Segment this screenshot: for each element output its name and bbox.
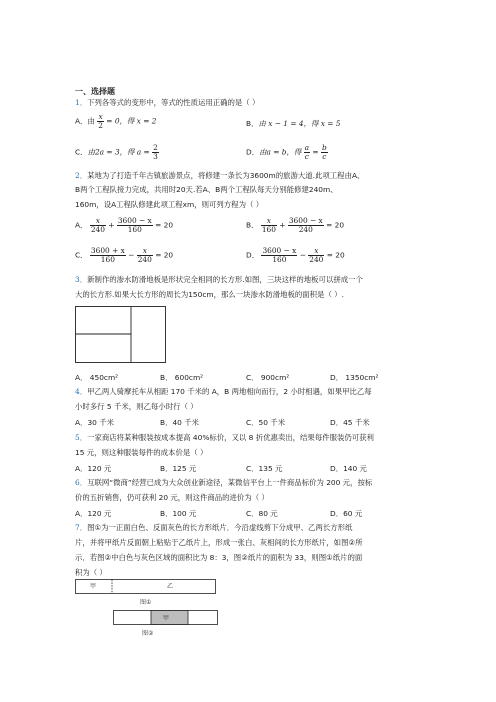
question-4-line-2: 小时多行 5 千米，则乙每小时行（ ）	[75, 402, 198, 411]
operator: +	[279, 220, 286, 230]
big-rectangle	[76, 307, 166, 363]
q6-option-d[interactable]: D．60 元	[330, 509, 363, 518]
question-3-number: 3．	[75, 275, 88, 284]
question-2-line-1	[75, 171, 364, 181]
paper-outline	[76, 580, 216, 594]
option-key: A．	[75, 116, 88, 126]
question-5-line-2: 15 元，则这种服装每件的成本价是（ ）	[75, 448, 208, 457]
q4-option-c[interactable]: C．50 千米	[246, 418, 286, 427]
question-text: 某地为了打造千年古镇旅游景点，将修建一条长为3600m的旅游大道.此项工程由A、	[87, 171, 365, 180]
question-text: 一家商店将某种服装按成本提高 40%标价，又以 8 折优惠卖出，结果每件服装仍可获利	[87, 433, 374, 442]
figure-1-yi-label: 乙	[167, 583, 174, 590]
question-1-stem	[75, 98, 259, 108]
q1-option-b[interactable]	[246, 118, 340, 129]
question-1-number: 1．	[75, 98, 88, 107]
question-3-line-1	[75, 275, 363, 285]
figure-2-jia-label: 甲	[163, 615, 170, 622]
fraction: $\frac{x}{160}$	[261, 216, 276, 234]
q3-option-b[interactable]: B． 600cm²	[160, 373, 204, 382]
question-3-line-2: 大的长方形.如果大长方形的周长为150cm，那么一块渗水防滑地板的面积是（ ）.	[75, 290, 344, 299]
question-6-number: 6．	[75, 478, 88, 487]
q3-option-d[interactable]: D． 1350cm²	[330, 373, 379, 382]
q6-option-c[interactable]: C．80 元	[246, 509, 278, 518]
fraction: $\frac{x}{240}$	[137, 246, 152, 264]
option-key: B．	[246, 220, 259, 230]
option-key: C．	[75, 250, 88, 260]
fraction: $\frac{3600 - x}{240}$	[288, 216, 323, 234]
question-7-line-2: 片，并将甲纸片反面朝上粘贴于乙纸片上，形成一张白、灰相间的长方形纸片，如图②所	[75, 538, 363, 547]
option-text: a =	[136, 147, 150, 157]
fraction: $\frac{x}{2}$	[98, 112, 103, 130]
q6-option-b[interactable]: B．100 元	[160, 509, 197, 518]
question-5-number: 5．	[75, 433, 88, 442]
question-text: 甲乙两人骑摩托车从相距 170 千米的 A，B 两地相向而行，2 小时相遇，如果甲比乙每	[87, 387, 372, 396]
fraction: $\frac{b}{c}$	[321, 143, 327, 161]
option-text: = 20	[155, 220, 174, 230]
question-text: 互联网“微商”经营已成为大众创业新途径，某微信平台上一件商品标价为 200 元，按标	[87, 478, 373, 487]
q4-option-b[interactable]: B．40 千米	[160, 418, 199, 427]
q6-option-a[interactable]: A．120 元	[75, 509, 112, 518]
fraction: $\frac{3600 + x}{160}$	[90, 246, 125, 264]
q2-option-a[interactable]	[75, 217, 173, 234]
option-text: = 20	[155, 250, 174, 260]
question-text: 新制作的渗水防滑地板是形状完全相同的长方形.如图，三块这样的地板可以拼成一个	[87, 275, 363, 284]
option-text: = 20	[326, 250, 345, 260]
option-key: C．	[75, 147, 88, 157]
question-4-line-1	[75, 387, 372, 397]
section-title: 一、选择题	[75, 87, 115, 96]
option-text: 由	[87, 116, 95, 126]
gray-region	[151, 611, 188, 625]
q2-option-d[interactable]	[246, 247, 345, 264]
q2-option-b[interactable]	[246, 217, 344, 234]
q3-option-c[interactable]: C． 900cm²	[246, 373, 290, 382]
q2-option-c[interactable]	[75, 247, 173, 264]
fraction: $\frac{x}{240}$	[309, 246, 324, 264]
option-text: = 0，得	[106, 116, 135, 126]
q1-option-a[interactable]	[75, 113, 156, 130]
option-text: 由a = b，得	[259, 147, 302, 157]
fraction: $\frac{3600 - x}{160}$	[117, 216, 152, 234]
option-text: = 20	[326, 220, 345, 230]
operator: −	[128, 250, 135, 260]
q1-option-c[interactable]	[75, 144, 159, 161]
question-6-line-2: 价的五折销售，仍可获利 20 元，则这件商品的进价为（ ）	[75, 493, 269, 502]
question-6-line-1	[75, 478, 372, 488]
figure-1-jia-label: 甲	[90, 583, 97, 590]
q5-option-c[interactable]: C．135 元	[246, 464, 283, 473]
fraction: $\frac{a}{c}$	[304, 143, 310, 161]
fraction: $\frac{x}{240}$	[90, 216, 105, 234]
fraction: $\frac{3600 - x}{160}$	[262, 246, 297, 264]
q4-option-d[interactable]: D．45 千米	[330, 418, 370, 427]
option-text: 由2a = 3，得	[87, 147, 135, 157]
question-5-line-1	[75, 433, 374, 443]
question-4-number: 4．	[75, 387, 88, 396]
q4-option-a[interactable]: A．30 千米	[75, 418, 114, 427]
operator: −	[299, 250, 306, 260]
question-2-line-2: B两个工程队接力完成，共用时20天.若A、B两个工程队每天分别能修建240m、	[75, 185, 338, 194]
floor-tiles-figure	[75, 306, 167, 364]
question-2-line-3: 160m，设A工程队修建此项工程xm，则可列方程为（ ）	[75, 200, 264, 209]
q3-option-a[interactable]: A． 450cm²	[75, 373, 119, 382]
figure-1-paper	[75, 579, 217, 611]
option-text: x = 2	[136, 116, 157, 126]
figure-1-caption: 图①	[140, 599, 152, 606]
option-text: 由 x − 1 = 4，得 x = 5	[258, 119, 341, 128]
fraction: $\frac{2}{3}$	[153, 143, 158, 161]
q1-option-d[interactable]	[246, 144, 328, 161]
figure-2-caption: 图②	[142, 630, 154, 637]
q5-option-b[interactable]: B．125 元	[160, 464, 197, 473]
option-text: =	[312, 147, 319, 157]
option-key: D．	[246, 250, 260, 260]
question-2-number: 2．	[75, 171, 88, 180]
question-7-number: 7．	[75, 523, 88, 532]
question-7-line-4: 积为（ ）	[75, 568, 107, 577]
option-key: A．	[75, 220, 88, 230]
question-7-line-3: 示．若图②中白色与灰色区域的面积比为 8：3，图②纸片的面积为 33，则图①纸片的面	[75, 553, 363, 562]
q5-option-a[interactable]: A．120 元	[75, 464, 112, 473]
question-1-text: 下列各等式的变形中，等式的性质运用正确的是（ ）	[87, 98, 260, 107]
question-text: 图①为一正面白色、反面灰色的长方形纸片．今沿虚线剪下分成甲、乙两长方形纸	[87, 523, 353, 532]
operator: +	[108, 220, 115, 230]
option-key: B．	[246, 119, 259, 128]
question-7-line-1	[75, 523, 352, 533]
q5-option-d[interactable]: D．140 元	[330, 464, 367, 473]
option-key: D．	[246, 147, 260, 157]
